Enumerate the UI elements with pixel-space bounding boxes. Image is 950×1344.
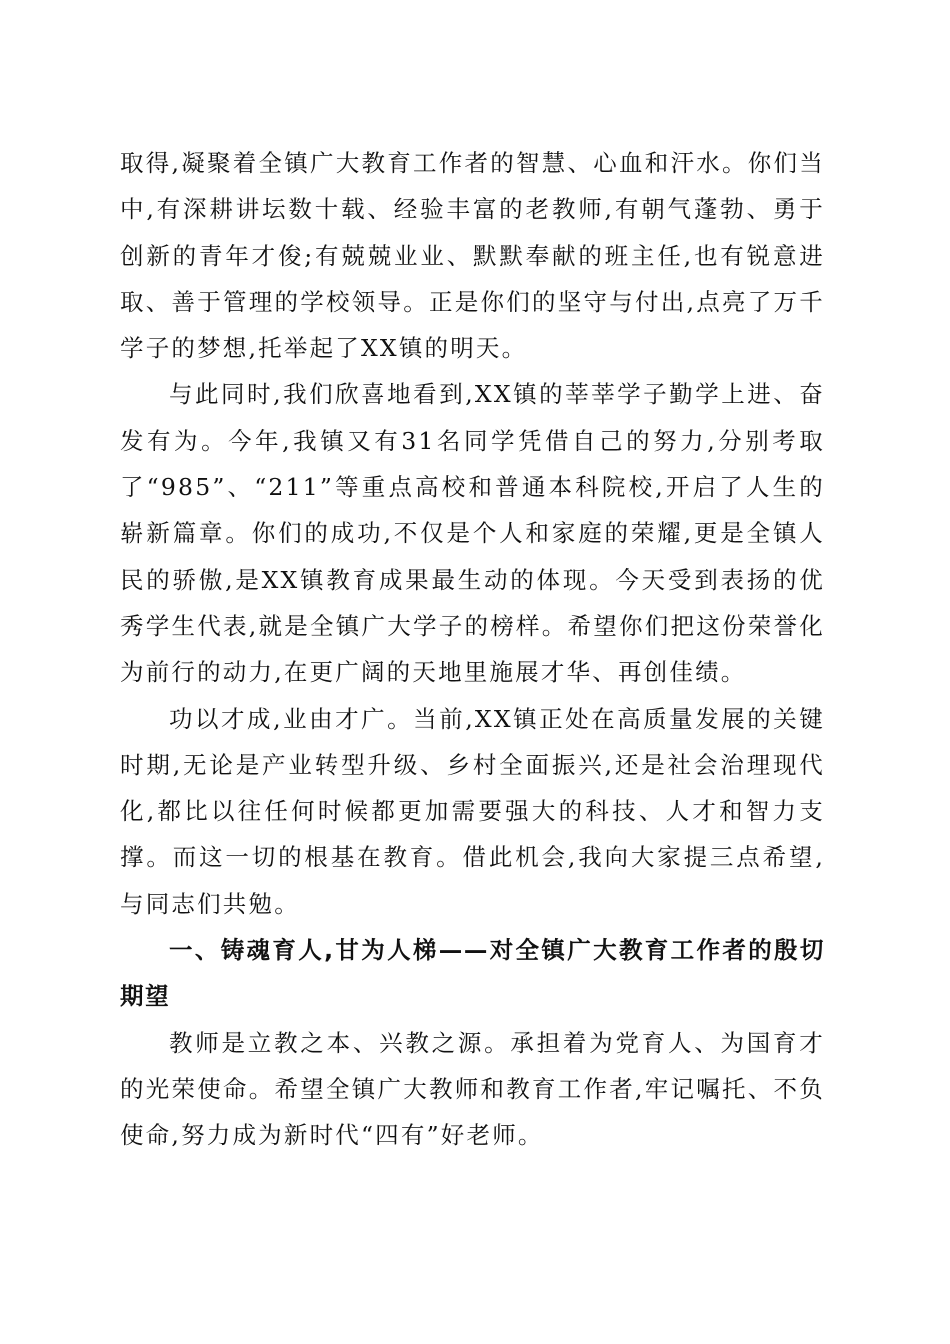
paragraph-4: 教师是立教之本、兴教之源。承担着为党育人、为国育才的光荣使命。希望全镇广大教师和教育工作者,牢记嘱托、不负使命,努力成为新时代“四有”好老师。 <box>120 1028 825 1150</box>
paragraph-2: 与此同时,我们欣喜地看到,XX镇的莘莘学子勤学上进、奋发有为。今年,我镇又有31名同学凭借自己的努力,分别考取了“985”、“211”等重点高校和普通本科院校,开启了人生的崭新篇章。你们的成功,不仅是个人和家庭的荣耀,更是全镇人民的骄傲,是XX镇教育成果最生动的体现。今天受到表扬的优秀学生代表,就是全镇广大学子的榜样。希望你们把这份荣誉化为前行的动力,在更广阔的天地里施展才华、再创佳绩。 <box>120 380 825 687</box>
document-body <box>120 140 825 1159</box>
paragraph-1: 取得,凝聚着全镇广大教育工作者的智慧、心血和汗水。你们当中,有深耕讲坛数十载、经验丰富的老教师,有朝气蓬勃、勇于创新的青年才俊;有兢兢业业、默默奉献的班主任,也有锐意进取、善于管理的学校领导。正是你们的坚守与付出,点亮了万千学子的梦想,托举起了XX镇的明天。 <box>120 149 825 363</box>
paragraph-3: 功以才成,业由才广。当前,XX镇正处在高质量发展的关键时期,无论是产业转型升级、乡村全面振兴,还是社会治理现代化,都比以往任何时候都更加需要强大的科技、人才和智力支撑。而这一切的根基在教育。借此机会,我向大家提三点希望,与同志们共勉。 <box>120 704 825 918</box>
section-heading-1: 一、铸魂育人,甘为人梯——对全镇广大教育工作者的殷切期望 <box>120 936 825 1011</box>
